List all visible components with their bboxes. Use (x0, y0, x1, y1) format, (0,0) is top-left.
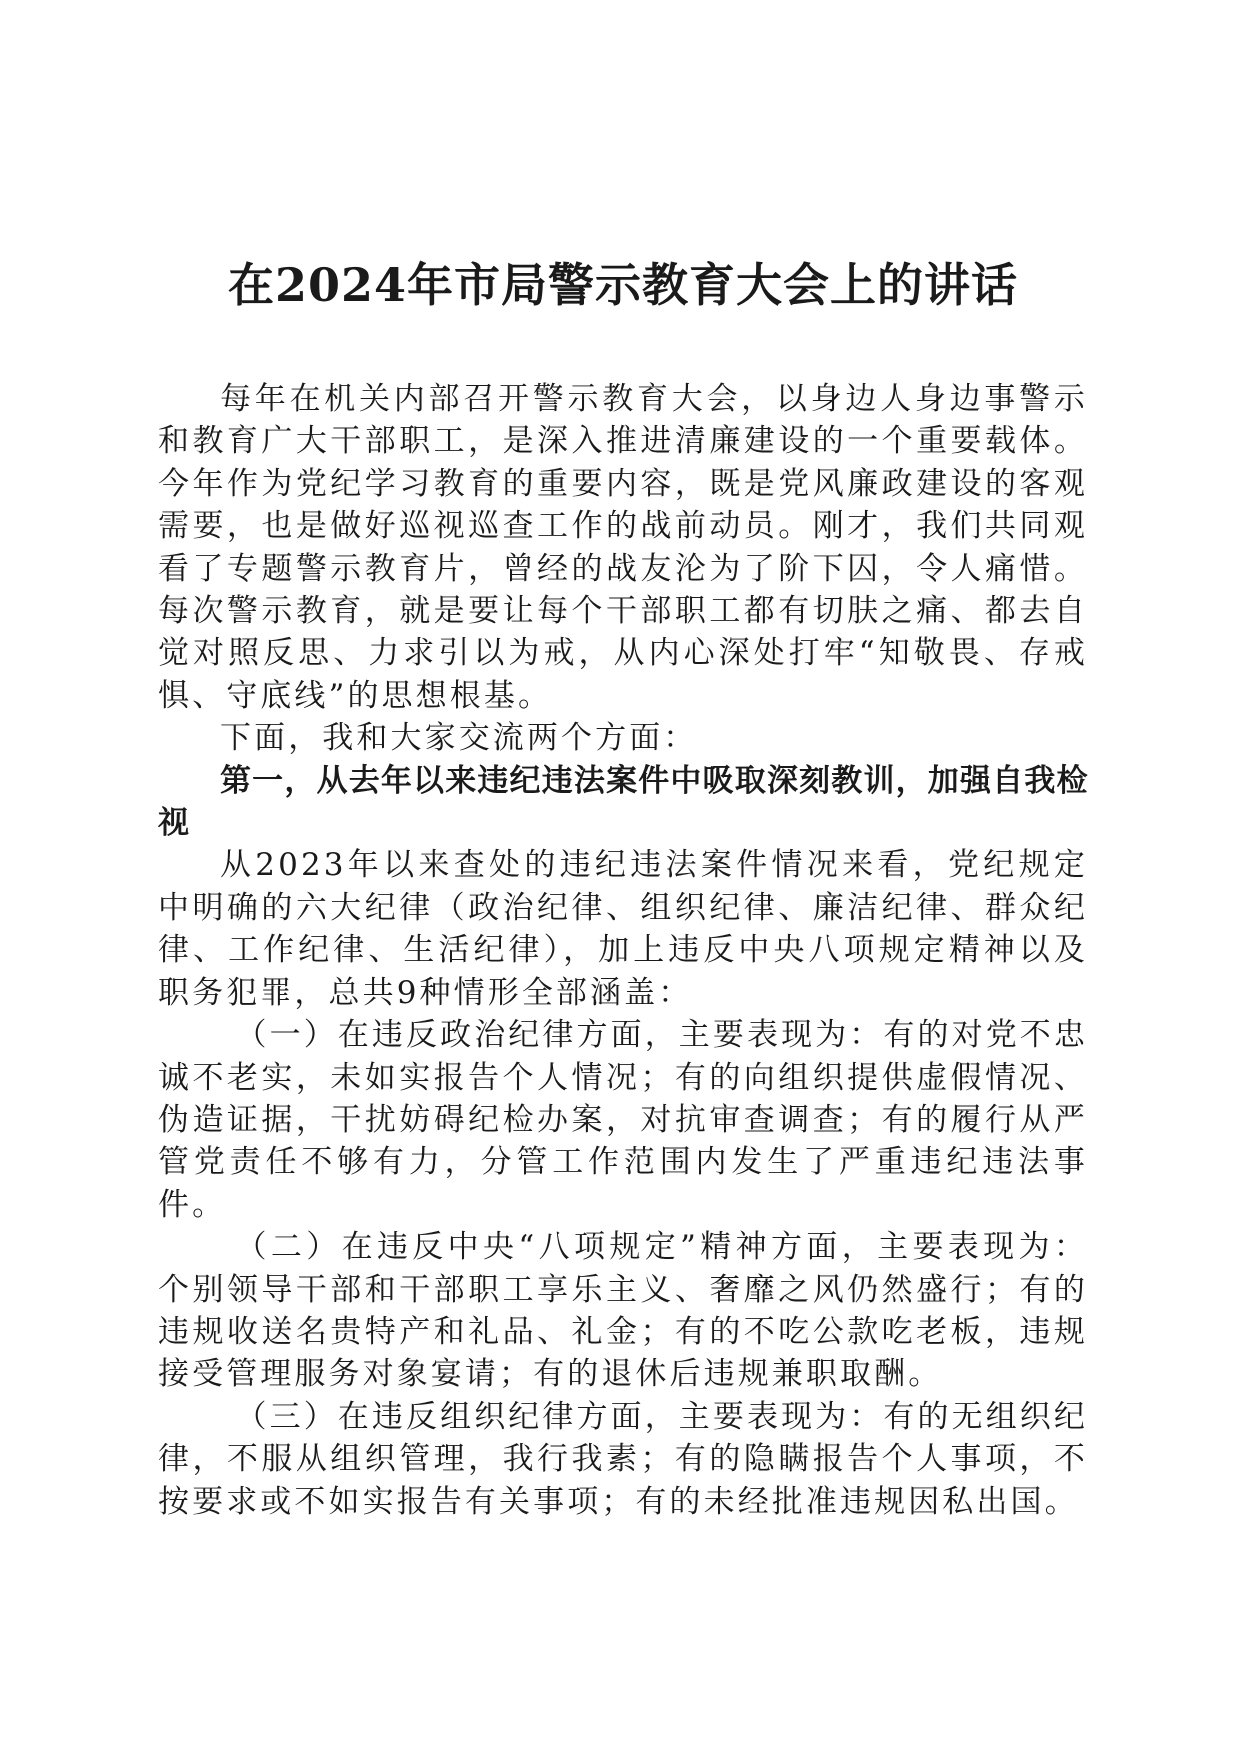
section-heading-1: 第一，从去年以来违纪违法案件中吸取深刻教训，加强自我检视 (158, 762, 1088, 842)
eight-rules-paragraph: （二）在违反中央“八项规定”精神方面，主要表现为：个别领导干部和干部职工享乐主义、奢靡之风仍然盛行；有的违规收送名贵特产和礼品、礼金；有的不吃公款吃老板，违规接受管理服务对象宴请；有的退休后违规兼职取酬。 (158, 1229, 1088, 1393)
organizational-discipline-paragraph: （三）在违反组织纪律方面，主要表现为：有的无组织纪律，不服从组织管理，我行我素；有的隐瞒报告个人事项，不按要求或不如实报告有关事项；有的未经批准违规因私出国。 (158, 1398, 1088, 1520)
intro-paragraph: 每年在机关内部召开警示教育大会，以身边人身边事警示和教育广大干部职工，是深入推进清廉建设的一个重要载体。今年作为党纪学习教育的重要内容，既是党风廉政建设的客观需要，也是做好巡视巡查工作的战前动员。刚才，我们共同观看了专题警示教育片，曾经的战友沦为了阶下囚，令人痛惜。每次警示教育，就是要让每个干部职工都有切肤之痛、都去自觉对照反思、力求引以为戒，从内心深处打牢“知敬畏、存戒惧、守底线”的思想根基。 (158, 381, 1088, 714)
case-overview-paragraph: 从2023年以来查处的违纪违法案件情况来看，党纪规定中明确的六大纪律（政治纪律、组织纪律、廉洁纪律、群众纪律、工作纪律、生活纪律），加上违反中央八项规定精神以及职务犯罪，总共9种情形全部涵盖： (158, 847, 1088, 1011)
document-body (158, 378, 1088, 1523)
transition-paragraph: 下面，我和大家交流两个方面： (220, 720, 698, 757)
document-page (158, 0, 1088, 1754)
political-discipline-paragraph: （一）在违反政治纪律方面，主要表现为：有的对党不忠诚不老实，未如实报告个人情况；有的向组织提供虚假情况、伪造证据，干扰妨碍纪检办案，对抗审查调查；有的履行从严管党责任不够有力，分管工作范围内发生了严重违纪违法事件。 (158, 1017, 1088, 1223)
document-title: 在2024年市局警示教育大会上的讲话 (227, 258, 1019, 312)
